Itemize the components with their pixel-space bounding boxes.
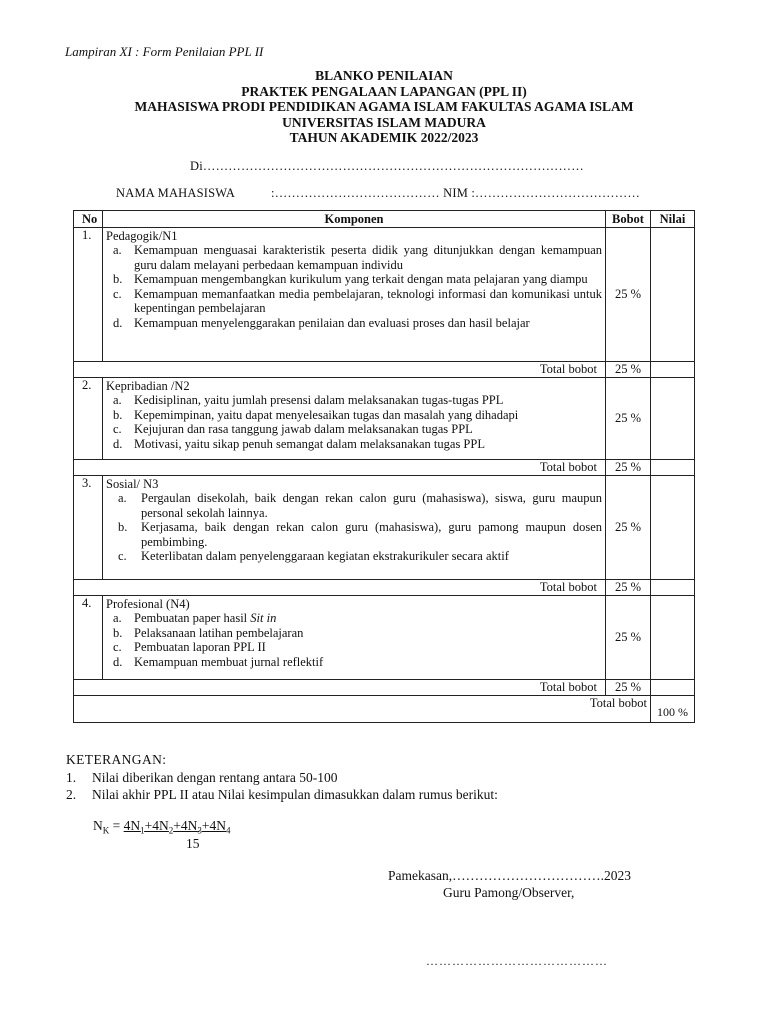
bobot-cell: 25 % <box>606 596 651 680</box>
list-item: a. Pembuatan paper hasil Sit in <box>113 611 277 625</box>
heading-line-4: UNIVERSITAS ISLAM MADURA <box>282 114 486 130</box>
assessment-table <box>73 210 695 723</box>
list-item: b. Kemampuan mengembangkan kurikulum yang terkait dengan mata pelajaran yang diampu <box>113 272 588 286</box>
signature-line: …………………………………… <box>426 954 608 968</box>
header-nilai: Nilai <box>651 211 695 228</box>
observer-role: Guru Pamong/Observer, <box>443 885 575 900</box>
table-row <box>74 378 695 460</box>
component-list <box>106 393 602 451</box>
total-bobot: 25 % <box>606 460 651 476</box>
total-bobot: 25 % <box>606 680 651 696</box>
list-item: c. Keterlibatan dalam penyelenggaraan kegiatan ekstrakurikuler secara aktif <box>118 549 509 563</box>
list-item: a. Kemampuan menguasai karakteristik peserta didik yang ditunjukkan dengan kemampuan guru dalam melayani perbedaan kemampuan individu <box>113 243 602 272</box>
table-row <box>74 476 695 580</box>
header-no: No <box>74 211 103 228</box>
list-item: b. Kepemimpinan, yaitu dapat menyelesaikan tugas dan masalah yang dihadapi <box>113 407 519 422</box>
total-row <box>74 362 695 378</box>
total-label: Total bobot <box>74 580 606 596</box>
list-item: a. Pergaulan disekolah, baik dengan rekan calon guru (mahasiswa), siswa, guru maupun personal sekolah lainnya. <box>118 491 602 520</box>
total-row <box>74 580 695 596</box>
header-komponen: Komponen <box>103 211 606 228</box>
bobot-cell: 25 % <box>606 378 651 460</box>
component-list <box>106 611 602 669</box>
total-row <box>74 460 695 476</box>
student-name-nim-field: NAMA MAHASISWA :………………………………… NIM :………………………………… <box>116 186 641 200</box>
formula-denominator: 15 <box>186 836 200 851</box>
location-field: Di……………………………………………………………………………… <box>190 159 584 173</box>
table-row <box>74 596 695 680</box>
heading-line-5: TAHUN AKADEMIK 2022/2023 <box>289 130 479 145</box>
keterangan-item: 2. Nilai akhir PPL II atau Nilai kesimpulan dimasukkan dalam rumus berikut: <box>66 787 498 802</box>
section-title: Kepribadian /N2 <box>106 379 190 393</box>
section-content <box>103 596 606 680</box>
total-nilai-cell[interactable] <box>651 580 695 596</box>
list-item: b. Kerjasama, baik dengan rekan calon guru (mahasiswa), guru pamong maupun dosen pembimbing. <box>118 520 602 549</box>
list-item: d. Kemampuan membuat jurnal reflektif <box>113 654 324 669</box>
section-content <box>103 476 606 580</box>
keterangan-item: 1. Nilai diberikan dengan rentang antara 50-100 <box>66 770 338 785</box>
section-content <box>103 228 606 362</box>
total-label: Total bobot <box>74 362 606 378</box>
list-item: a. Kedisiplinan, yaitu jumlah presensi dalam melaksanakan tugas-tugas PPL <box>113 393 504 407</box>
table-row <box>74 228 695 362</box>
total-label: Total bobot <box>74 680 606 696</box>
list-item: d. Kemampuan menyelenggarakan penilaian dan evaluasi proses dan hasil belajar <box>113 315 530 330</box>
bobot-cell: 25 % <box>606 228 651 362</box>
total-nilai-cell[interactable] <box>651 460 695 476</box>
total-nilai-cell[interactable] <box>651 680 695 696</box>
keterangan-title: KETERANGAN: <box>66 752 167 767</box>
section-number: 1. <box>74 228 103 362</box>
bobot-cell: 25 % <box>606 476 651 580</box>
component-list <box>106 491 602 564</box>
heading-line-2: PRAKTEK PENGALAAN LAPANGAN (PPL II) <box>241 83 527 99</box>
total-nilai-cell[interactable] <box>651 362 695 378</box>
grand-total-row <box>74 696 695 723</box>
section-content <box>103 378 606 460</box>
formula-numerator: $4N_1+4N_2+4N_3+4N_4$ <box>123 818 231 836</box>
nilai-cell[interactable] <box>651 476 695 580</box>
place-date: Pamekasan,…………………………….2023 <box>388 868 631 883</box>
total-row <box>74 680 695 696</box>
list-item: c. Pembuatan laporan PPL II <box>113 640 266 654</box>
document-heading <box>0 68 768 146</box>
total-bobot: 25 % <box>606 362 651 378</box>
list-item: d. Motivasi, yaitu sikap penuh semangat dalam melaksanakan tugas PPL <box>113 436 485 451</box>
nilai-cell[interactable] <box>651 596 695 680</box>
nilai-cell[interactable] <box>651 378 695 460</box>
grand-total-value: 100 % <box>651 696 695 723</box>
table-header-row <box>74 211 695 228</box>
heading-line-1: BLANKO PENILAIAN <box>315 68 453 83</box>
nilai-cell[interactable] <box>651 228 695 362</box>
list-item: c. Kemampuan memanfaatkan media pembelajaran, teknologi informasi dan komunikasi untuk kepentingan pembelajaran <box>113 286 602 315</box>
section-number: 4. <box>74 596 103 680</box>
total-bobot: 25 % <box>606 580 651 596</box>
total-label: Total bobot <box>74 460 606 476</box>
grand-total-label: Total bobot <box>74 696 651 723</box>
section-number: 2. <box>74 378 103 460</box>
component-list <box>106 243 602 330</box>
list-item: b. Pelaksanaan latihan pembelajaran <box>113 625 304 640</box>
section-title: Sosial/ N3 <box>106 477 159 491</box>
heading-line-3: MAHASISWA PRODI PENDIDIKAN AGAMA ISLAM FAKULTAS AGAMA ISLAM <box>134 99 634 114</box>
header-bobot: Bobot <box>606 211 651 228</box>
section-title: Pedagogik/N1 <box>106 229 178 243</box>
section-title: Profesional (N4) <box>106 597 190 611</box>
section-number: 3. <box>74 476 103 580</box>
formula: $N_K = 4N_1+4N_2+4N_3+4N_4$ <box>93 818 231 836</box>
list-item: c. Kejujuran dan rasa tanggung jawab dalam melaksanakan tugas PPL <box>113 422 473 436</box>
lampiran-label: Lampiran XI : Form Penilaian PPL II <box>65 44 264 59</box>
